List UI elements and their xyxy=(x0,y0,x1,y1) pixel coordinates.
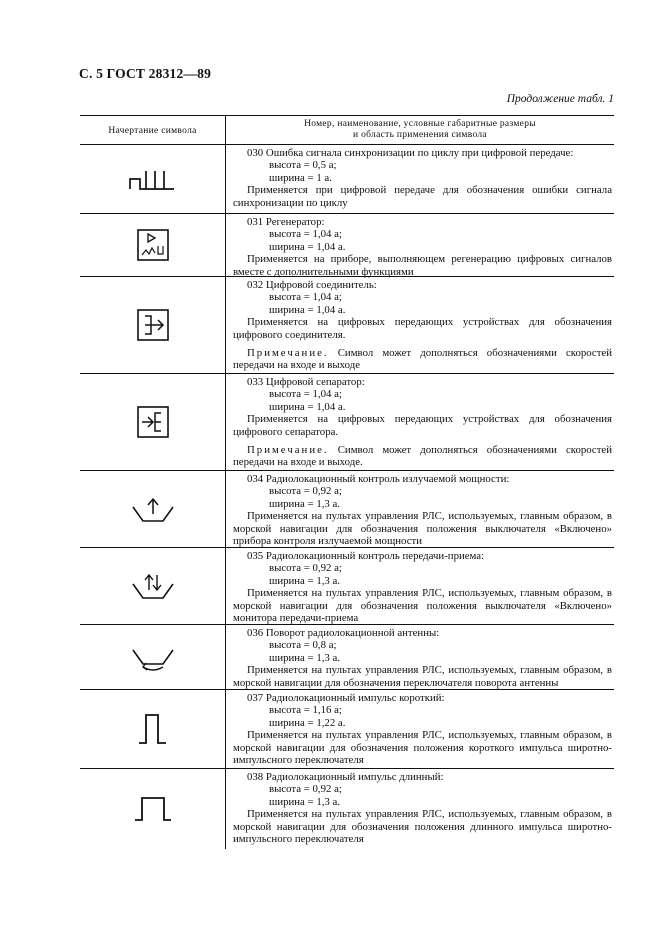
column-header-description xyxy=(226,116,614,144)
description-cell xyxy=(226,690,614,768)
symbol-width: ширина = 1,3 a. xyxy=(269,497,341,510)
symbol-title: 036 Поворот радиолокационной антенны: xyxy=(247,627,440,639)
note-label: Примечание. xyxy=(247,444,329,457)
note-text: Символ может дополняться обозначениями скоростей передачи на входе и выходе xyxy=(233,347,613,372)
symbol-title: 034 Радиолокационный контроль излучаемой мощности: xyxy=(247,473,510,485)
symbol-height: высота = 1,04 a; xyxy=(269,291,342,304)
symbol-height: высота = 0,92 a; xyxy=(269,783,342,796)
symbol-note xyxy=(233,347,612,372)
note-text: Символ может дополняться обозначениями скоростей передачи на входе и выходе. xyxy=(233,444,613,469)
symbol-title: 035 Радиолокационный контроль передачи-приема: xyxy=(247,550,485,562)
regenerator-icon xyxy=(136,228,170,262)
page-header: С. 5 ГОСТ 28312—89 xyxy=(79,66,212,81)
symbol-title: 032 Цифровой соединитель: xyxy=(247,279,377,291)
description-cell xyxy=(226,625,614,689)
digital-connector-icon xyxy=(136,308,170,342)
symbol-width: ширина = 1,04 a. xyxy=(269,400,346,413)
symbol-cell xyxy=(80,145,226,213)
symbol-width: ширина = 1,04 a. xyxy=(269,303,346,316)
table-row-037 xyxy=(80,690,614,769)
symbol-width: ширина = 1,3 a. xyxy=(269,651,341,664)
symbol-width: ширина = 1,04 a. xyxy=(269,240,346,253)
column-header-symbol: Начертание символа xyxy=(80,116,226,144)
symbol-height: высота = 0,92 a; xyxy=(269,485,342,498)
table-row-038 xyxy=(80,769,614,849)
symbol-width: ширина = 1,3 a. xyxy=(269,574,341,587)
column-header-line2: и область применения символа xyxy=(353,130,487,140)
table-row-036 xyxy=(80,625,614,690)
symbol-application: Применяется на пультах управления РЛС, используемых, главным образом, в морской навигации для обозначения переключателя поворота антенны xyxy=(233,664,612,689)
symbol-width: ширина = 1,22 a. xyxy=(269,716,346,729)
radar-power-control-icon xyxy=(131,494,175,524)
symbol-height: высота = 0,8 a; xyxy=(269,639,337,652)
table-row-035 xyxy=(80,548,614,625)
symbol-title: 031 Регенератор: xyxy=(247,216,325,228)
symbol-height: высота = 0,92 a; xyxy=(269,562,342,575)
symbol-height: высота = 1,04 a; xyxy=(269,388,342,401)
radar-antenna-rotation-icon xyxy=(131,642,175,672)
symbol-application: Применяется на пультах управления РЛС, используемых, главным образом, в морской навигации для обозначения положения длинного импульса широтно-импульсного переключателя xyxy=(233,808,612,846)
digital-separator-icon xyxy=(136,405,170,439)
symbol-title: 030 Ошибка сигнала синхронизации по циклу при цифровой передаче: xyxy=(247,147,574,159)
sync-error-icon xyxy=(128,167,178,191)
description-cell xyxy=(226,471,614,547)
description-cell xyxy=(226,548,614,624)
description-cell xyxy=(226,769,614,849)
table-continuation: Продолжение табл. 1 xyxy=(506,93,614,105)
table-row-031 xyxy=(80,214,614,277)
symbol-width: ширина = 1,3 a. xyxy=(269,795,341,808)
long-pulse-icon xyxy=(132,795,174,823)
symbol-application: Применяется на пультах управления РЛС, используемых, главным образом, в морской навигации для обозначения положения короткого импульса широтно-импульсного переключателя xyxy=(233,729,612,767)
symbol-application: Применяется на приборе, выполняющем регенерацию цифровых сигналов вместе с дополнительными функциями xyxy=(233,253,612,278)
table-row-032 xyxy=(80,277,614,374)
symbol-application: Применяется при цифровой передаче для обозначения ошибки сигнала синхронизации по циклу xyxy=(233,184,612,209)
table-row-033 xyxy=(80,374,614,471)
symbol-cell xyxy=(80,548,226,624)
symbol-cell xyxy=(80,214,226,276)
symbol-cell xyxy=(80,690,226,768)
symbol-application: Применяется на пультах управления РЛС, используемых, главным образом, в морской навигации для обозначения положения выключателя «Включено» монитора передачи-приема xyxy=(233,587,612,625)
description-cell xyxy=(226,145,614,213)
table-row-034 xyxy=(80,471,614,548)
symbol-height: высота = 0,5 a; xyxy=(269,159,337,172)
short-pulse-icon xyxy=(136,712,170,746)
symbol-title: 033 Цифровой сепаратор: xyxy=(247,376,365,388)
description-cell xyxy=(226,374,614,470)
symbols-table xyxy=(80,115,614,849)
description-cell xyxy=(226,214,614,276)
symbol-cell xyxy=(80,277,226,373)
symbol-cell xyxy=(80,625,226,689)
description-cell xyxy=(226,277,614,373)
symbol-cell xyxy=(80,769,226,849)
symbol-application: Применяется на цифровых передающих устройствах для обозначения цифрового сепаратора. xyxy=(233,413,612,438)
note-label: Примечание. xyxy=(247,347,329,360)
symbol-application: Применяется на пультах управления РЛС, используемых, главным образом, в морской навигации для обозначения положения выключателя «Включено» прибора контроля излучаемой мощности xyxy=(233,510,612,548)
symbol-width: ширина = 1 a. xyxy=(269,171,332,184)
symbol-application: Применяется на цифровых передающих устройствах для обозначения цифрового соединителя. xyxy=(233,316,612,341)
symbol-cell xyxy=(80,374,226,470)
symbol-height: высота = 1,04 a; xyxy=(269,228,342,241)
column-header-line1: Номер, наименование, условные габаритные размеры xyxy=(304,119,536,129)
table-row-030 xyxy=(80,145,614,214)
symbol-title: 037 Радиолокационный импульс короткий: xyxy=(247,692,445,704)
symbol-height: высота = 1,16 a; xyxy=(269,704,342,717)
symbol-note xyxy=(233,444,612,469)
symbol-title: 038 Радиолокационный импульс длинный: xyxy=(247,771,444,783)
symbol-cell xyxy=(80,471,226,547)
radar-transmit-receive-icon xyxy=(131,571,175,601)
table-header-row xyxy=(80,116,614,145)
